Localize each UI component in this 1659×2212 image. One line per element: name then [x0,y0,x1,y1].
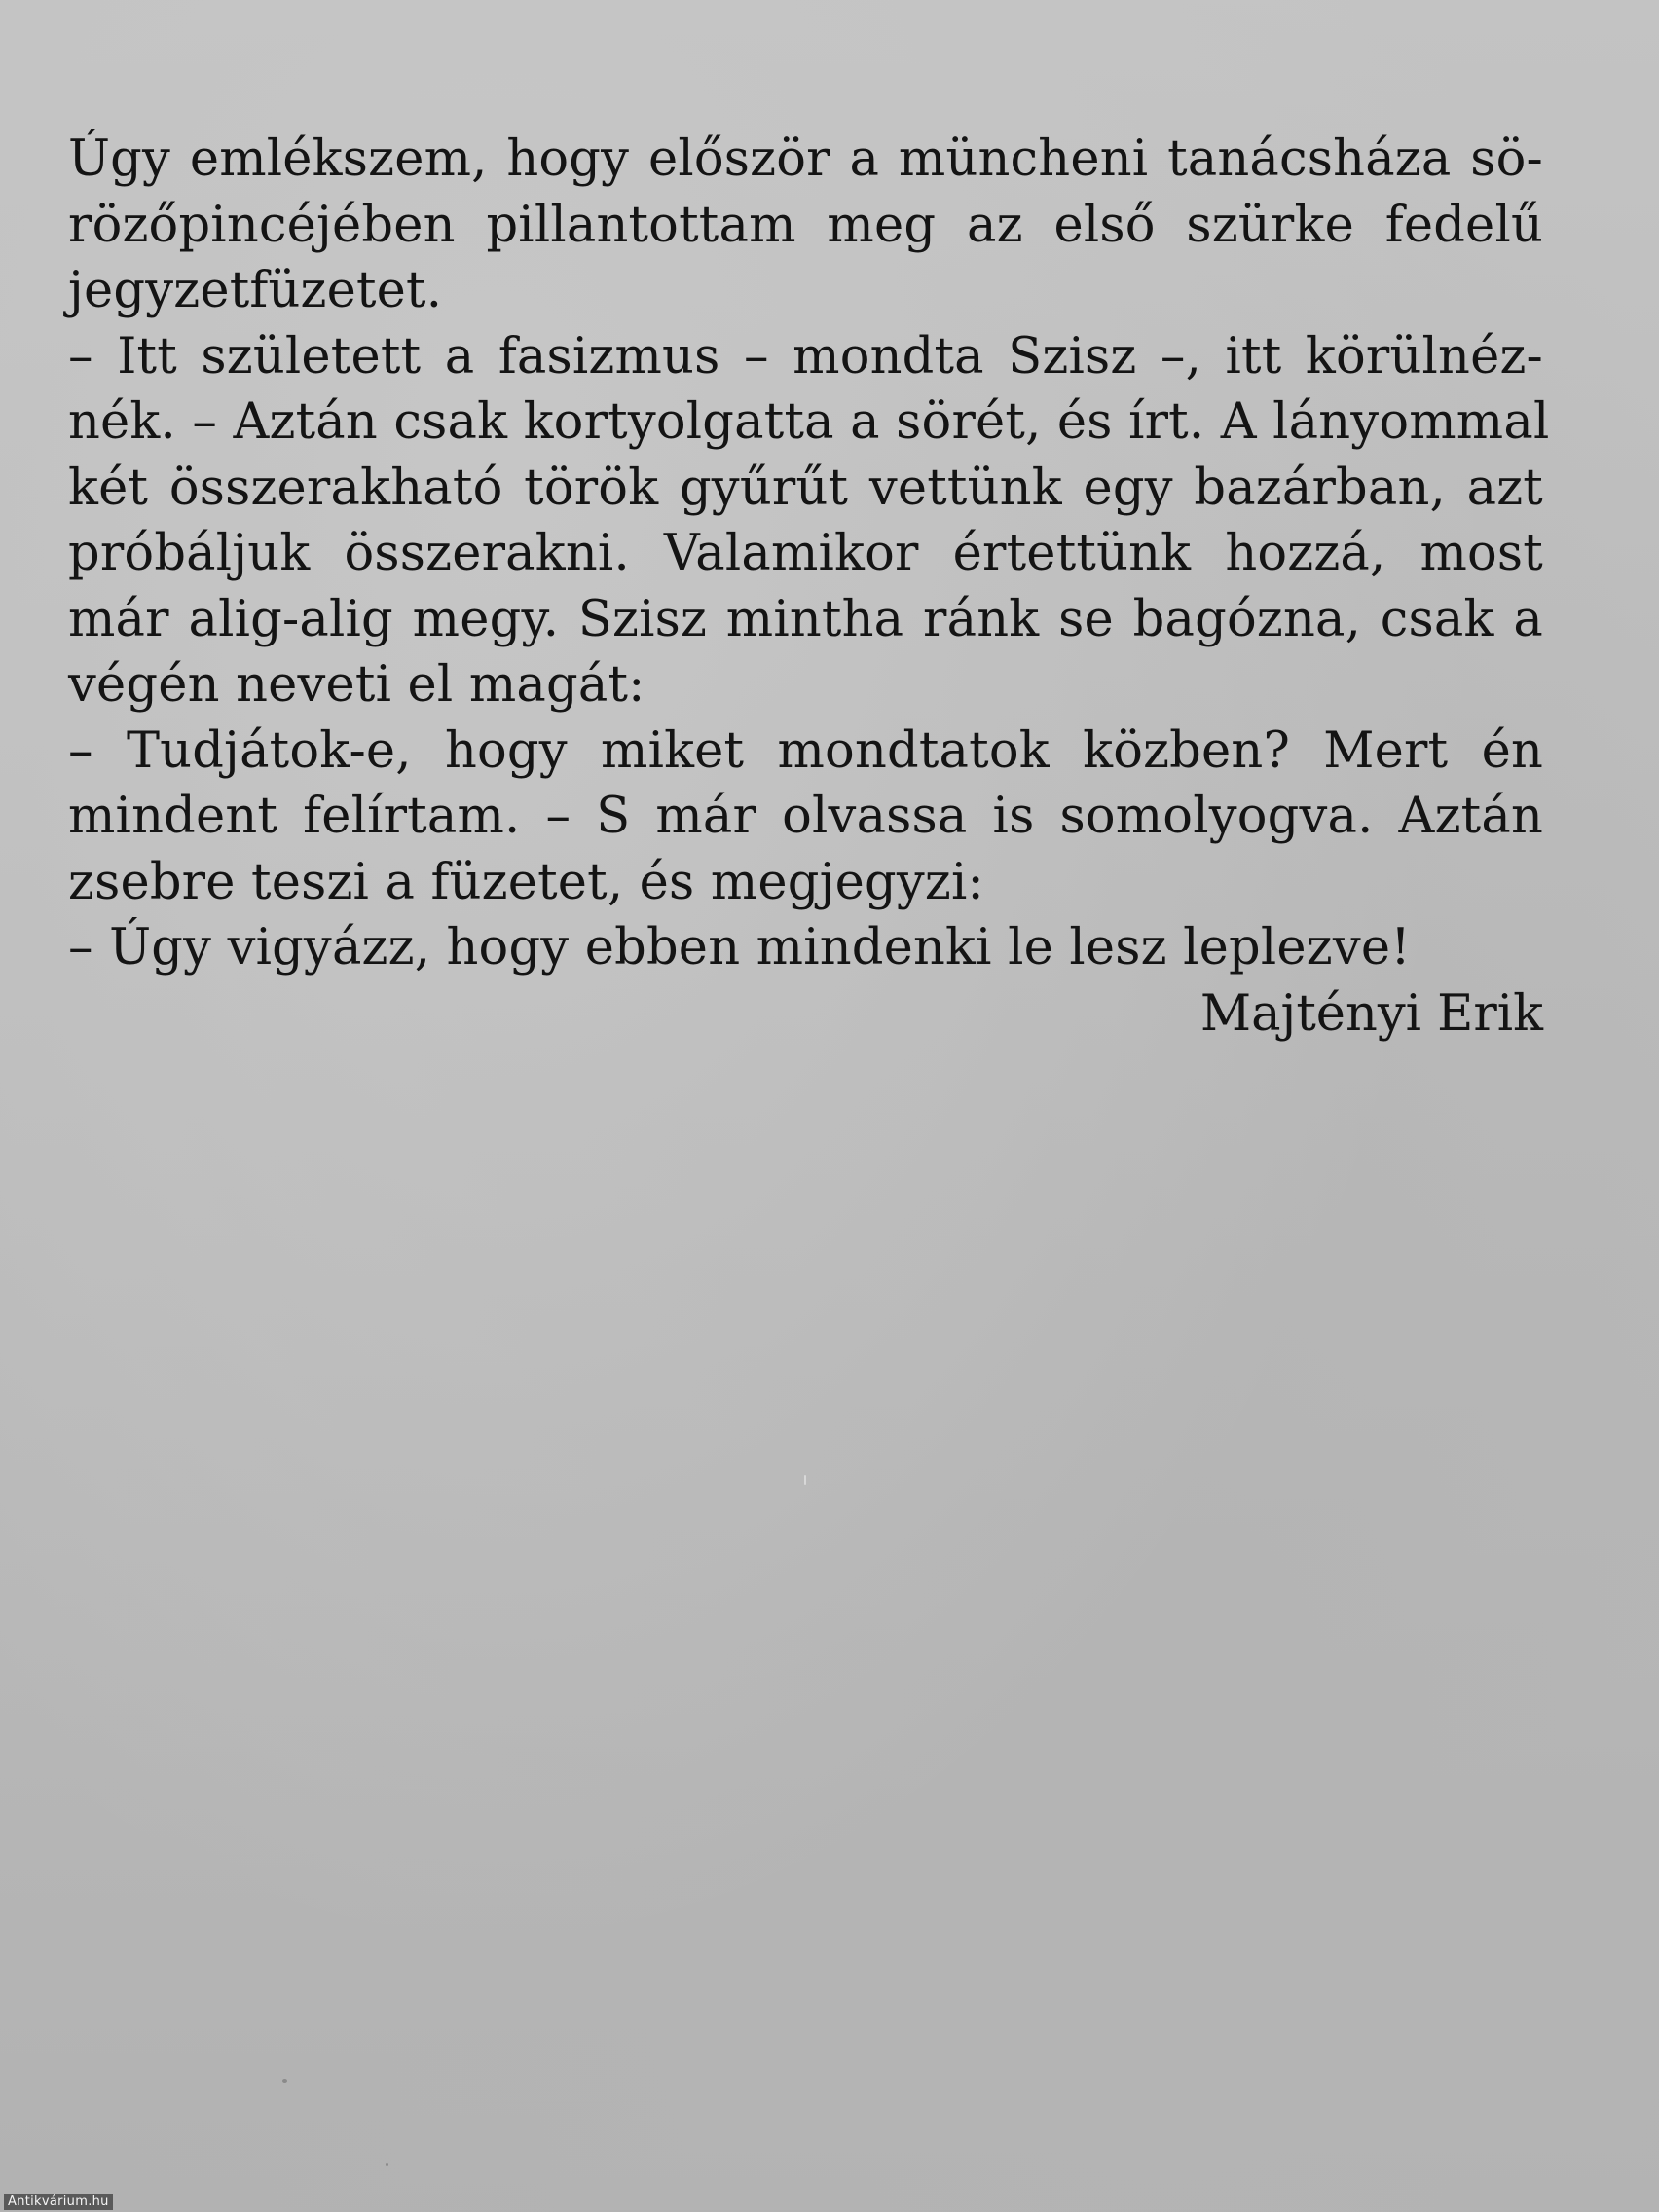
watermark: Antikvárium.hu [4,2194,113,2210]
text-line-2: rözőpincéjében pillantottam meg az első szürke fedelű [68,196,1543,254]
text-line-1: Úgy emlékszem, hogy először a müncheni tanácsháza sö- [68,130,1543,188]
paper-speck [386,2163,388,2166]
text-line-10: – Tudjátok-e, hogy miket mondtatok közben? Mert én [68,721,1543,780]
text-line-12: zsebre teszi a füzetet, és megjegyzi: [68,853,984,911]
text-line-13: – Úgy vigyázz, hogy ebben mindenki le lesz leplezve! [68,919,1411,977]
author-signature: Majtényi Erik [1199,984,1543,1043]
back-cover-text [68,127,1550,1047]
text-line-5: nék. – Aztán csak kortyolgatta a sörét, és írt. A lányommal [68,393,1550,451]
text-line-7: próbáljuk összerakni. Valamikor értettünk hozzá, most [68,525,1543,582]
text-line-9: végén neveti el magát: [68,656,645,714]
text-line-3: jegyzetfüzetet. [68,262,443,319]
paper-speck [282,2079,287,2083]
text-line-6: két összerakható török gyűrűt vettünk egy bazárban, azt [68,459,1543,517]
text-line-8: már alig-alig megy. Szisz mintha ránk se bagózna, csak a [68,590,1543,648]
text-line-11: mindent felírtam. – S már olvassa is somolyogva. Aztán [68,788,1543,845]
text-line-4: – Itt született a fasizmus – mondta Szisz –, itt körülnéz- [68,327,1543,386]
paper-speck [804,1475,806,1485]
